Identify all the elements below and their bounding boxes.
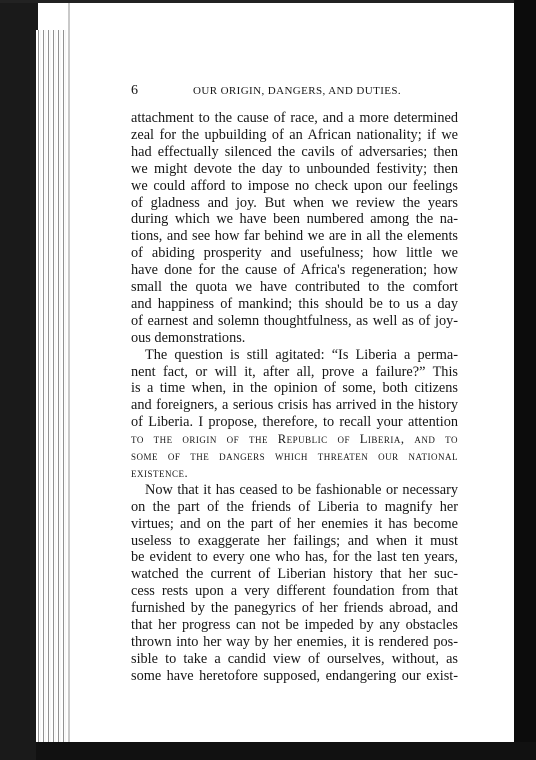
text-line: Now that it has ceased to be fashionable or necessary xyxy=(145,481,458,498)
text-line: thrown into her way by her enemies, it is rendered pos- xyxy=(131,633,458,650)
page-number: 6 xyxy=(131,83,138,98)
text-line: and foreigners, a serious crisis has arrived in the history xyxy=(131,397,458,414)
text-line: have done for the cause of Africa's regeneration; how xyxy=(131,262,458,279)
text-line: of gladness and joy. But when we review the years xyxy=(131,194,458,211)
text-line: of abiding prosperity and usefulness; how little we xyxy=(131,245,458,262)
text-line: on the part of the friends of Liberia to magnify her xyxy=(131,498,458,515)
text-line: had effectually silenced the cavils of adversaries; then xyxy=(131,143,458,160)
text-line: cess rests upon a very different foundation from that xyxy=(131,583,458,600)
text-line: and happiness of mankind; this should be to us a day xyxy=(131,295,458,312)
text-line: sible to take a candid view of ourselves, without, as xyxy=(131,650,458,667)
text-line: virtues; and on the part of her enemies it has become xyxy=(131,515,458,532)
text-line: is a time when, in the opinion of some, both citizens xyxy=(131,380,458,397)
text-line: during which we have been numbered among the na- xyxy=(131,211,458,228)
running-title: OUR ORIGIN, DANGERS, AND DUTIES. xyxy=(193,85,402,97)
scan-bottom-margin xyxy=(36,742,536,760)
text-line: to the origin of the Republic of Liberia, and to xyxy=(131,432,458,447)
scan-top-edge xyxy=(0,0,536,3)
text-line: small the quota we have contributed to the comfort xyxy=(131,279,458,295)
scan-left-margin xyxy=(0,0,38,760)
text-line: that her progress can not be impeded by any obstacles xyxy=(131,617,458,633)
text-line: some of the dangers which threaten our national xyxy=(131,449,458,463)
text-line: of earnest and solemn thoughtfulness, as well as of joy- xyxy=(131,312,458,329)
text-line: tions, and see how far behind we are in all the elements xyxy=(131,228,458,245)
text-line: nent fact, or will it, after all, prove a failure?” This xyxy=(131,363,458,380)
text-line: we could afford to impose no check upon our feelings xyxy=(131,177,458,194)
book-page-edges xyxy=(36,30,70,760)
text-line: of Liberia. I propose, therefore, to recall your attention xyxy=(131,414,458,431)
text-line: ous demonstrations. xyxy=(131,329,246,346)
text-line: furnished by the panegyrics of her friends abroad, and xyxy=(131,600,458,617)
text-line: attachment to the cause of race, and a more determined xyxy=(131,110,458,126)
text-line: we might devote the day to unbounded festivity; then xyxy=(131,160,458,177)
text-line: The question is still agitated: “Is Liberia a perma- xyxy=(145,346,458,363)
text-line: some have heretofore supposed, endangering our exist- xyxy=(131,667,458,684)
text-line: existence. xyxy=(131,465,189,480)
text-line: be evident to every one who has, for the last ten years, xyxy=(131,549,458,566)
text-line: useless to exaggerate her failings; and when it must xyxy=(131,532,458,549)
text-line: zeal for the upbuilding of an African nationality; if we xyxy=(131,126,458,143)
scan-right-margin xyxy=(514,0,536,742)
text-line: watched the current of Liberian history that her suc- xyxy=(131,566,458,583)
